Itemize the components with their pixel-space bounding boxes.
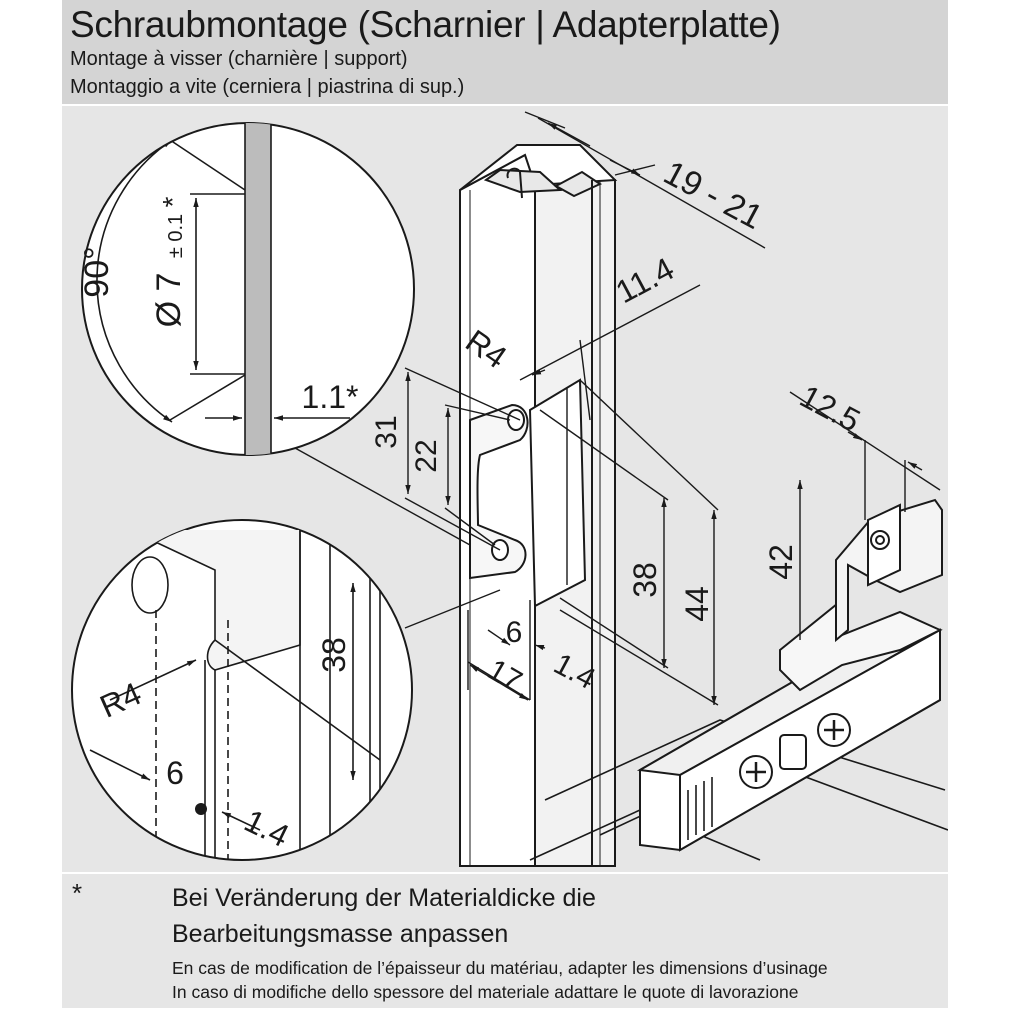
- footnote: [62, 874, 948, 1008]
- dim-height-22: 22: [410, 439, 443, 473]
- dim-plate-offset: 12.5: [794, 377, 867, 439]
- profile-frame: [460, 145, 615, 866]
- hinge-body: [640, 600, 940, 850]
- detail-circle-top: [82, 110, 414, 470]
- dim-height-31: 31: [370, 415, 403, 449]
- technical-drawing: [62, 106, 948, 872]
- detail-angle: 90°: [78, 246, 116, 298]
- detail-diameter: Ø 7: [150, 272, 188, 328]
- footnote-german-line2: Bearbeitungsmasse anpassen: [172, 920, 509, 948]
- dim-hinge-offset: 11.4: [609, 250, 680, 311]
- dim-profile-width: 19 - 21: [657, 153, 769, 237]
- dim-height-38: 38: [627, 562, 663, 598]
- footnote-marker: *: [72, 878, 83, 908]
- footnote-german-line1: Bei Veränderung der Materialdicke die: [172, 884, 596, 912]
- detail2-height: 38: [316, 637, 352, 673]
- subtitle-italian: Montaggio a vite (cerniera | piastrina di sup.): [70, 76, 465, 98]
- page-title: Schraubmontage (Scharnier | Adapterplatte): [70, 4, 781, 45]
- subtitle-french: Montage à visser (charnière | support): [70, 48, 408, 70]
- footnote-italian: In caso di modifiche dello spessore del materiale adattare le quote di lavorazione: [172, 982, 799, 1002]
- footnote-french: En cas de modification de l’épaisseur du matériau, adapter les dimensions d’usinage: [172, 958, 828, 978]
- dim-radius-main: R4: [459, 322, 514, 376]
- dim-plate-height: 42: [763, 544, 799, 580]
- detail-tolerance-star: *: [157, 196, 188, 208]
- detail2-depth: 6: [166, 755, 184, 791]
- detail-thickness: 1.1*: [301, 379, 359, 415]
- dim-depth-6: 6: [505, 616, 523, 649]
- dim-depth-1-4: 1.4: [548, 647, 601, 696]
- detail2-offset: 1.4: [238, 802, 295, 855]
- dim-height-44: 44: [679, 586, 715, 622]
- header: [62, 0, 948, 104]
- detail2-radius: R4: [94, 675, 147, 725]
- dim-depth-17: 17: [482, 653, 528, 699]
- detail-tolerance: ± 0.1: [165, 213, 187, 259]
